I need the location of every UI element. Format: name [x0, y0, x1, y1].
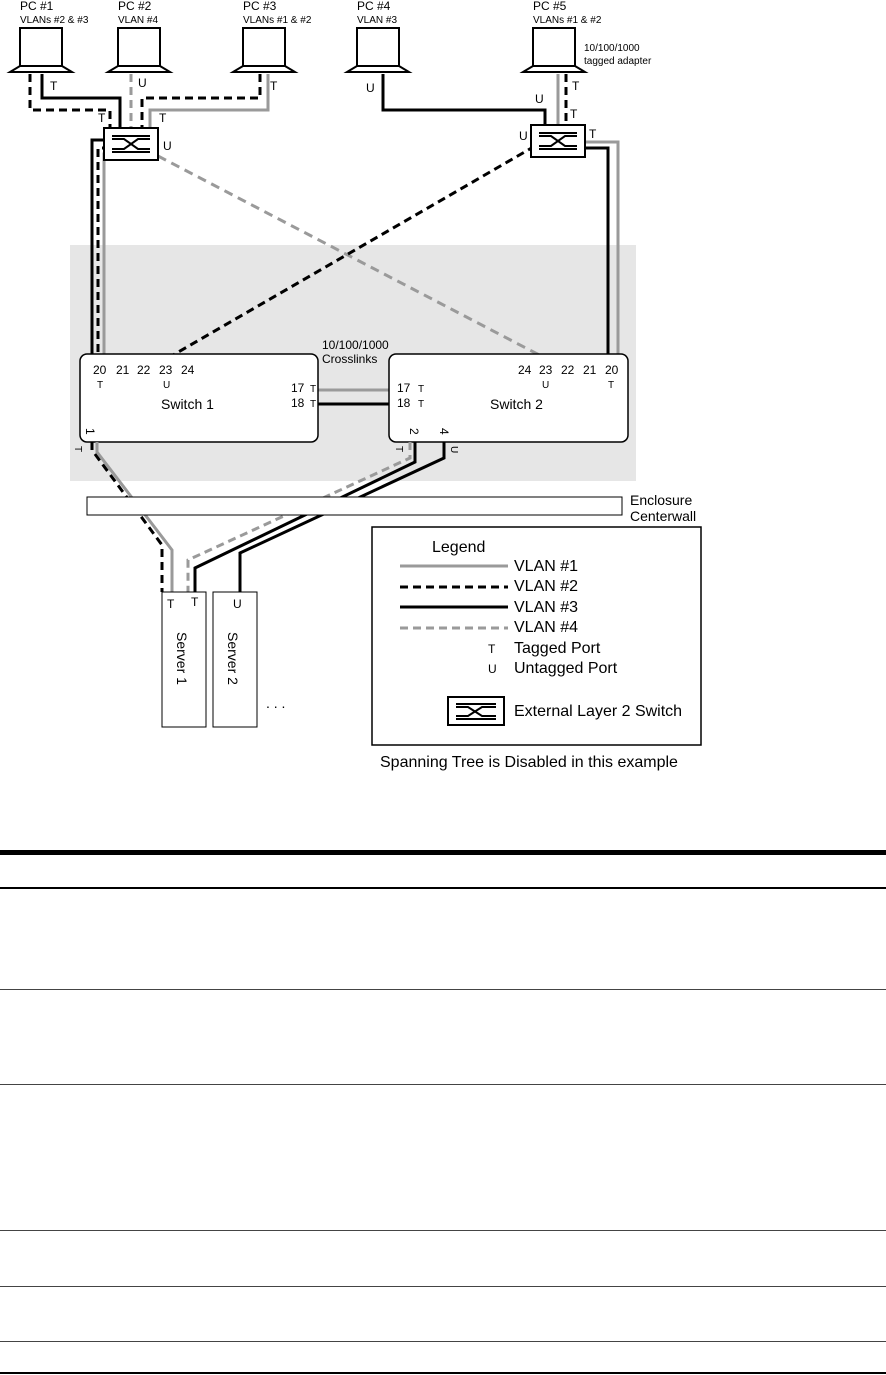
svg-text:U: U [138, 76, 147, 90]
svg-text:T: T [159, 111, 167, 125]
crosslinks-label-1: 10/100/1000 [322, 338, 389, 352]
svg-text:2: 2 [407, 428, 421, 435]
pc-4-name: PC #4 [357, 0, 391, 13]
svg-text:U: U [233, 597, 242, 611]
pc-2-vlans: VLAN #4 [118, 15, 159, 26]
server-2 [213, 592, 257, 727]
adapter-note-line1: 10/100/1000 [584, 43, 640, 54]
svg-text:T: T [310, 384, 317, 395]
more-servers-ellipsis: . . . [266, 695, 286, 711]
legend [372, 527, 701, 745]
adapter-note-line2: tagged adapter [584, 56, 652, 67]
svg-text:24: 24 [518, 363, 532, 377]
svg-text:21: 21 [583, 363, 597, 377]
enclosure-label-1: Enclosure [630, 492, 693, 508]
svg-text:T: T [50, 79, 58, 93]
pc-1-name: PC #1 [20, 0, 54, 13]
external-switch-b [531, 125, 585, 157]
svg-text:21: 21 [116, 363, 130, 377]
legend-title: Legend [432, 539, 486, 556]
enclosure-centerwall [87, 497, 622, 515]
svg-text:T: T [589, 127, 597, 141]
table-header-rule [0, 887, 886, 889]
external-switch-a [104, 128, 158, 160]
svg-text:20: 20 [93, 363, 107, 377]
legend-untagged: Untagged Port [514, 660, 618, 677]
svg-text:23: 23 [159, 363, 173, 377]
pc-3-name: PC #3 [243, 0, 277, 13]
svg-text:24: 24 [181, 363, 195, 377]
svg-text:18: 18 [397, 396, 411, 410]
svg-text:T: T [570, 107, 578, 121]
svg-text:T: T [572, 79, 580, 93]
switch-2 [389, 354, 628, 453]
svg-text:T: T [310, 399, 317, 410]
pc-3-vlans: VLANs #1 & #2 [243, 15, 312, 26]
svg-text:U: U [366, 81, 375, 95]
switch-1-title: Switch 1 [161, 396, 214, 412]
svg-text:1: 1 [83, 428, 97, 435]
svg-text:17: 17 [397, 381, 411, 395]
server-1-label: Server 1 [174, 632, 190, 685]
svg-text:4: 4 [437, 428, 451, 435]
table-row-divider [0, 989, 886, 990]
table-top-rule [0, 850, 886, 855]
pc-links-switch-a [30, 74, 268, 130]
switch-1 [72, 354, 318, 452]
empty-table [0, 850, 886, 1375]
server-1 [162, 592, 206, 727]
legend-tagged: Tagged Port [514, 640, 601, 657]
pc-4-vlans: VLAN #3 [357, 15, 398, 26]
svg-text:22: 22 [137, 363, 151, 377]
table-row-divider [0, 1286, 886, 1287]
svg-text:T: T [191, 595, 199, 609]
legend-vlan-2: VLAN #2 [514, 578, 579, 595]
server-2-label: Server 2 [225, 632, 241, 685]
svg-text:U: U [488, 662, 497, 676]
legend-vlan-1: VLAN #1 [514, 558, 579, 575]
svg-text:U: U [163, 380, 171, 391]
legend-external-switch: External Layer 2 Switch [514, 703, 683, 720]
svg-text:T: T [418, 399, 425, 410]
svg-text:20: 20 [605, 363, 619, 377]
pc-2 [108, 0, 170, 72]
svg-text:U: U [448, 446, 459, 454]
legend-vlan-4: VLAN #4 [514, 619, 579, 636]
enclosure-label-2: Centerwall [630, 508, 697, 524]
legend-vlan-3: VLAN #3 [514, 599, 579, 616]
pc-1 [10, 0, 89, 72]
pc-5-vlans: VLANs #1 & #2 [533, 15, 602, 26]
svg-text:T: T [270, 79, 278, 93]
pc-3 [233, 0, 312, 72]
table-row-divider [0, 1230, 886, 1231]
table-row-divider [0, 1341, 886, 1342]
switch-2-title: Switch 2 [490, 396, 543, 412]
svg-text:T: T [167, 597, 175, 611]
caption: Spanning Tree is Disabled in this example [380, 754, 678, 771]
crosslinks-label-2: Crosslinks [322, 352, 378, 366]
svg-text:22: 22 [561, 363, 575, 377]
pc-4 [347, 0, 409, 72]
svg-text:U: U [535, 92, 544, 106]
svg-text:U: U [519, 129, 528, 143]
svg-text:T: T [98, 111, 106, 125]
svg-text:T: T [72, 446, 83, 453]
table-bottom-rule [0, 1372, 886, 1374]
table-row-divider [0, 1084, 886, 1085]
svg-text:T: T [608, 380, 615, 391]
svg-text:T: T [393, 446, 404, 453]
pc-2-name: PC #2 [118, 0, 152, 13]
svg-text:T: T [418, 384, 425, 395]
svg-text:T: T [97, 380, 104, 391]
svg-text:U: U [163, 139, 172, 153]
svg-text:T: T [488, 642, 496, 656]
pc-1-vlans: VLANs #2 & #3 [20, 15, 89, 26]
svg-text:18: 18 [291, 396, 305, 410]
svg-text:17: 17 [291, 381, 305, 395]
svg-text:U: U [542, 380, 550, 391]
svg-text:23: 23 [539, 363, 553, 377]
pc-5-name: PC #5 [533, 0, 567, 13]
